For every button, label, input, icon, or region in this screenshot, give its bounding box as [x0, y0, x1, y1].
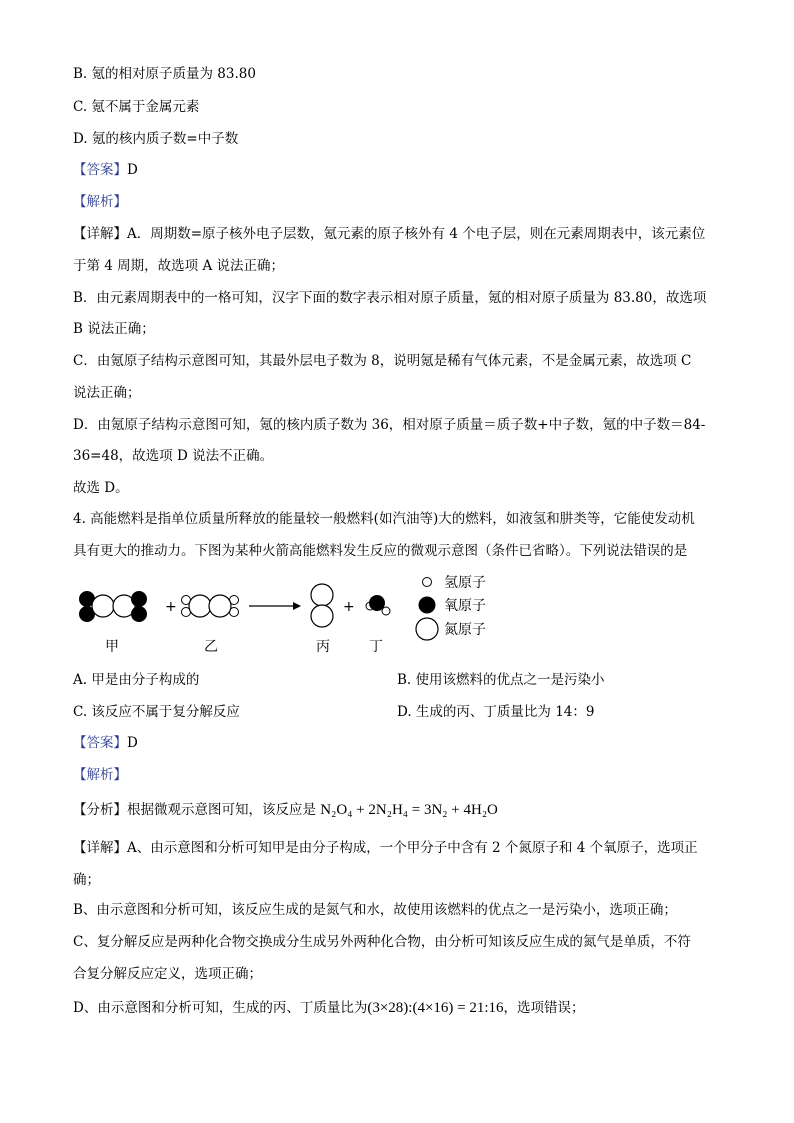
plus-1: +: [165, 599, 177, 615]
q4-option-a: A. 甲是由分子构成的: [73, 672, 200, 688]
q4-option-d: D. 生成的丙、丁质量比为 14：9: [397, 704, 595, 720]
q3-detail-c-1: C．由氪原子结构示意图可知，其最外层电子数为 8，说明氪是稀有气体元素，不是金属元素，故选项 C: [73, 353, 692, 369]
legend-hydrogen: 氢原子: [444, 575, 486, 591]
q4-stem-2: 具有更大的推动力。下图为某种火箭高能燃料发生反应的微观示意图（条件已省略）。下列说法错误的是: [73, 543, 688, 559]
detail-label: 【详解】: [73, 226, 127, 242]
legend-nitrogen: 氮原子: [444, 622, 486, 638]
detail-label: 【详解】: [73, 840, 127, 856]
diagram-legend: [416, 575, 486, 640]
q4-analysis-label: 【解析】: [73, 767, 127, 783]
answer-value: D: [127, 162, 138, 178]
detail-d-text: D、由示意图和分析可知，生成的丙、丁质量比为: [73, 1000, 368, 1016]
q4-detail-c-2: 合复分解反应定义，选项正确；: [73, 966, 262, 982]
q3-option-d: D. 氪的核内质子数=中子数: [73, 131, 239, 147]
fenxi-text: 根据微观示意图可知，该反应是: [127, 802, 316, 818]
molecule-jia: [80, 592, 147, 622]
q3-option-c: C. 氪不属于金属元素: [73, 99, 200, 115]
q4-answer: [73, 733, 138, 753]
reaction-arrow: [249, 602, 301, 610]
detail-d-end: ，选项错误；: [503, 1000, 585, 1016]
label-jia: 甲: [105, 639, 119, 655]
q4-fenxi: [73, 800, 498, 820]
q4-stem-1: 4. 高能燃料是指单位质量所释放的能量较一般燃料(如汽油等)大的燃料，如液氢和肼类等，它能使发动机: [73, 511, 695, 527]
molecule-yi: [182, 595, 239, 617]
q3-detail-c-2: 说法正确；: [73, 385, 141, 401]
q4-option-c: C. 该反应不属于复分解反应: [73, 704, 240, 720]
q3-detail-d-2: 36=48，故选项 D 说法不正确。: [73, 448, 274, 464]
q4-detail-c-1: C、复分解反应是两种化合物交换成分生成另外两种化合物，由分析可知该反应生成的氮气是单质，不符: [73, 934, 691, 950]
q3-detail-a-2: 于第 4 周期，故选项 A 说法正确；: [73, 258, 285, 274]
q4-detail-a-1: [73, 838, 698, 858]
q3-conclusion: 故选 D。: [73, 480, 129, 496]
detail-text: A、由示意图和分析可知甲是由分子构成，一个甲分子中含有 2 个氮原子和 4 个氧原子，选项正: [127, 840, 698, 856]
q4-option-b: B. 使用该燃料的优点之一是污染小: [397, 672, 605, 688]
answer-value: D: [127, 735, 138, 751]
q4-detail-d: [73, 998, 585, 1018]
q3-answer: [73, 160, 138, 180]
q3-detail-b-2: B 说法正确；: [73, 321, 155, 337]
reaction-equation: N₂O₄ + 2N₂H₄ = 3N₂ + 4H₂O: [320, 802, 498, 818]
fenxi-label: 【分析】: [73, 802, 127, 818]
q4-detail-b: B、由示意图和分析可知，该反应生成的是氮气和水，故使用该燃料的优点之一是污染小，选项正确；: [73, 902, 677, 918]
q4-detail-a-2: 确；: [73, 872, 100, 888]
label-yi: 乙: [204, 639, 218, 655]
label-ding: 丁: [369, 639, 383, 655]
reaction-diagram: [73, 574, 653, 658]
label-bing: 丙: [316, 639, 330, 655]
plus-2: +: [343, 599, 355, 615]
q3-detail-b-1: B．由元素周期表中的一格可知，汉字下面的数字表示相对原子质量，氪的相对原子质量为 83.80，故选项: [73, 290, 707, 306]
answer-label: 【答案】: [73, 162, 127, 178]
molecule-ding: [366, 596, 390, 616]
answer-label: 【答案】: [73, 735, 127, 751]
molecule-bing: [311, 584, 333, 627]
mass-ratio-calc: (3×28):(4×16) = 21:16: [367, 1000, 504, 1016]
q3-detail-a-1: [73, 224, 705, 244]
q3-option-b: B. 氪的相对原子质量为 83.80: [73, 66, 256, 82]
legend-oxygen: 氧原子: [444, 598, 486, 614]
q3-detail-d-1: D．由氪原子结构示意图可知，氪的核内质子数为 36，相对原子质量＝质子数+中子数，氪的中子数＝84-: [73, 417, 706, 433]
q3-analysis-label: 【解析】: [73, 194, 127, 210]
detail-text: A．周期数=原子核外电子层数，氪元素的原子核外有 4 个电子层，则在元素周期表中，该元素位: [127, 226, 706, 242]
